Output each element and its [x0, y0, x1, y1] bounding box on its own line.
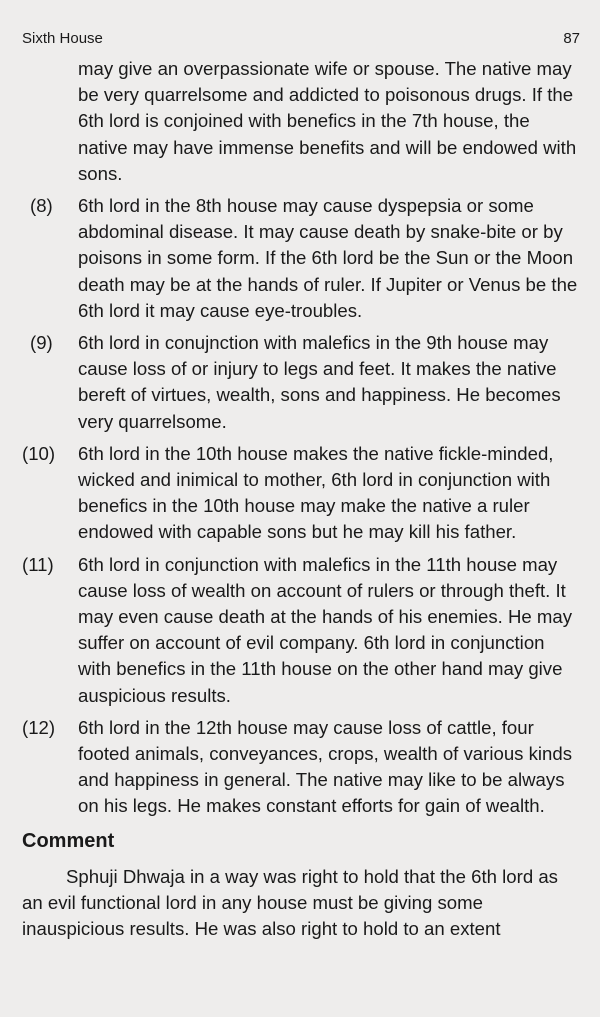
item-text: 6th lord in the 12th house may cause loss of cattle, four footed animals, conveyances, crops, wealth of various kinds and happiness in general. The native may like to be always on his legs. He makes constant efforts for gain of wealth.	[78, 716, 573, 817]
section-heading: Comment	[22, 829, 115, 852]
list-item-10	[22, 441, 578, 546]
running-head: Sixth House	[22, 30, 103, 47]
list-item-8	[22, 193, 578, 324]
item-number: (8)	[30, 195, 53, 217]
continued-paragraph: may give an overpassionate wife or spouse. The native may be very quarrelsome and addicted to poisonous drugs. If the 6th lord is conjoined with benefics in the 7th house, the native may have immense benefits and will be endowed with sons.	[78, 58, 577, 184]
item-number: (10)	[22, 442, 56, 464]
item-text: 6th lord in the 8th house may cause dyspepsia or some abdominal disease. It may cause death by snake-bite or by poisons in some form. If the 6th lord be the Sun or the Moon death may be at the hands of ruler. If Jupiter or Venus be the 6th lord it may cause eye-troubles.	[78, 195, 578, 321]
list-item-11	[22, 552, 578, 709]
comment-paragraph: Sphuji Dhwaja in a way was right to hold that the 6th lord as an evil functional lord in any house must be giving some inauspicious results. He was also right to hold to an extent	[22, 865, 558, 940]
page-number: 87	[563, 30, 580, 47]
item-number: (11)	[22, 553, 54, 575]
item-text: 6th lord in conjunction with malefics in the 11th house may cause loss of wealth on account of rulers or through theft. It may even cause death at the hands of his enemies. He may suffer on account of evil company. 6th lord in conjunction with benefics in the 11th house on the other hand may give auspicious results.	[78, 553, 573, 706]
page-body	[22, 56, 578, 942]
item-text: 6th lord in the 10th house makes the native fickle-minded, wicked and inimical to mother, 6th lord in conjunction with benefics in the 10th house may make the native a ruler endowed with capable sons but he may kill his father.	[78, 442, 554, 543]
list-item-12	[22, 715, 578, 820]
page-header	[22, 30, 580, 50]
item-text: 6th lord in conujnction with malefics in the 9th house may cause loss of or injury to legs and feet. It makes the native bereft of virtues, wealth, sons and happiness. He becomes very quarrelsome.	[78, 332, 561, 432]
list-item-9	[22, 330, 578, 435]
item-number: (9)	[30, 332, 53, 354]
item-number: (12)	[22, 716, 56, 738]
